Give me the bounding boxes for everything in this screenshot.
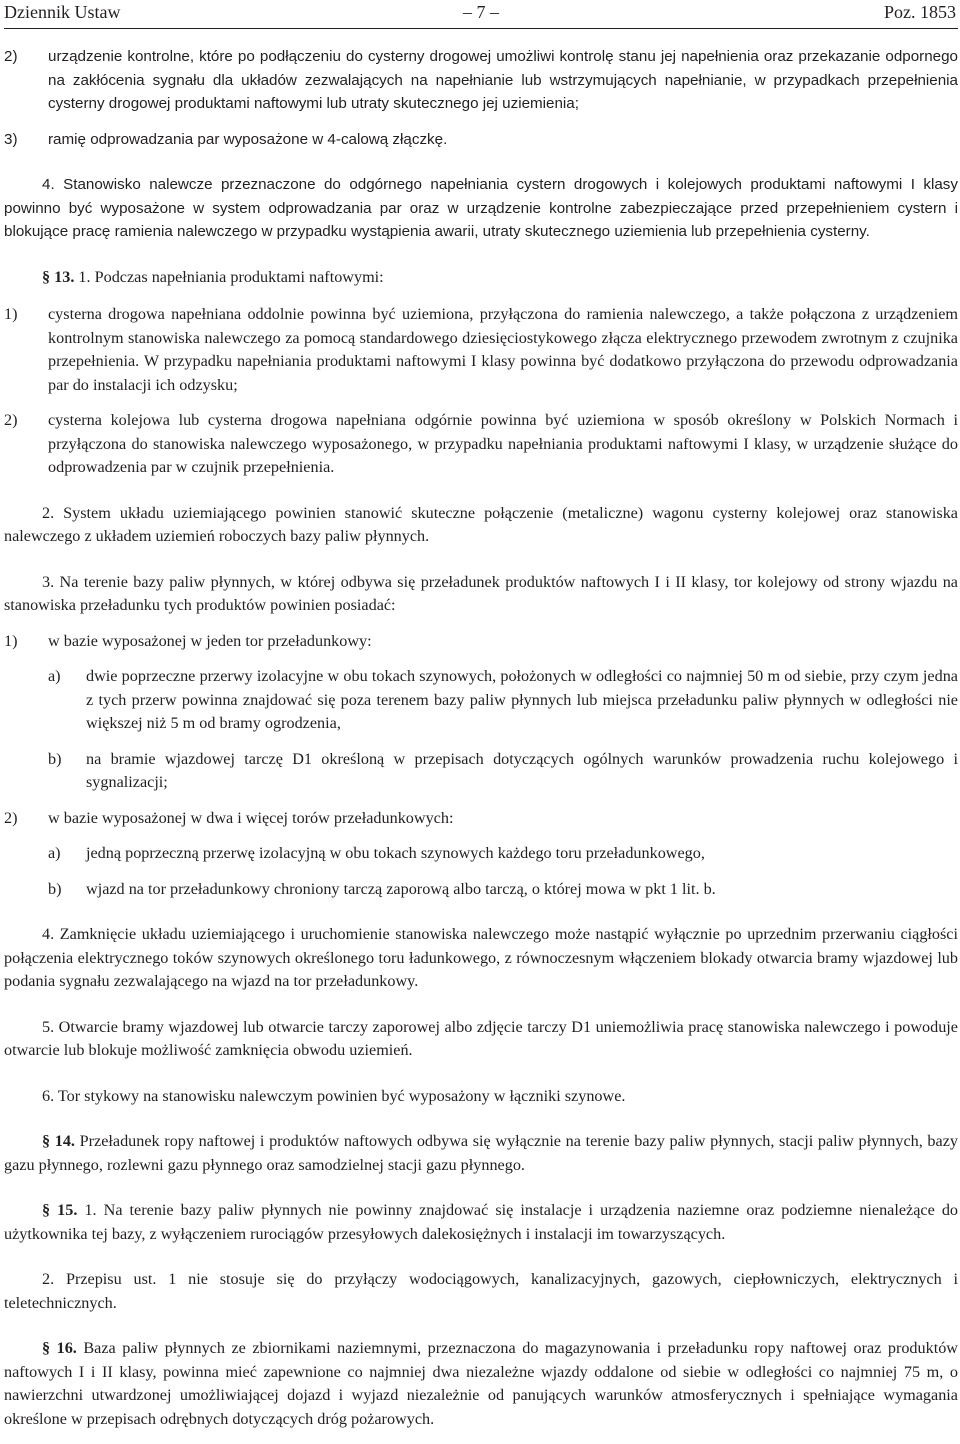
section-mark: § 15. <box>42 1201 78 1219</box>
list-item <box>4 45 958 116</box>
sub-list-text: wjazd na tor przeładunkowy chroniony tarczą zaporową albo tarczą, o której mowa w pkt 1 lit. b. <box>86 879 716 898</box>
sub-list-letter: a) <box>48 844 61 862</box>
list-text: w bazie wyposażonej w jeden tor przeładunkowy: <box>48 631 372 650</box>
sub-list-text: dwie poprzeczne przerwy izolacyjne w obu tokach szynowych, położonych w odległości co najmniej 50 m od siebie, przy czym jedna z tych przerw powinna znajdować się poza terenem bazy paliw płynnych lub miejsca przeładunku paliw płynnych w odległości nie większej niż 5 m od bramy ogrodzenia, <box>86 667 958 732</box>
document-page <box>4 0 958 1431</box>
sub-list-text: jedną poprzeczną przerwę izolacyjną w obu tokach szynowych każdego toru przeładunkowego, <box>86 844 705 862</box>
journal-title: Dziennik Ustaw <box>4 2 121 22</box>
list-number: 2) <box>4 808 18 827</box>
section-mark: § 13. <box>42 267 75 286</box>
sub-list-item <box>4 842 958 866</box>
paragraph-4: 4. Stanowisko nalewcze przeznaczone do odgórnego napełniania cystern drogowych i kolejowych produktami naftowymi I klasy powinno być wyposażone w system odprowadzania par oraz w urządzenie kontrolne zabezpieczające przed przepełnieniem cystern i blokujące pracę ramienia nalewczego w przypadku wystąpienia awarii, utraty skutecznego uziemienia lub przepełnienia cysterny. <box>4 176 958 240</box>
section-text: Baza paliw płynnych ze zbiornikami naziemnymi, przeznaczona do magazynowania i przeładunku ropy naftowej oraz produktów naftowych I i II klasy, powinna mieć zapewnione co najmniej dwa niezależne wjazdy oddalone od siebie w odległości co najmniej 75 m, o nawierzchni utwardzonej umożliwiającej dojazd i wyjazd niezależnie od panujących warunków atmosferycznych i spełniające wymagania określone w przepisach odrębnych dotyczących dróg pożarowych. <box>4 1339 958 1428</box>
section-13-paragraph-2: 2. System układu uziemiającego powinien stanowić skuteczne połączenie (metaliczne) wagonu cysterny kolejowej oraz stanowiska nalewczego z układem uziemień roboczych bazy paliw płynnych. <box>4 503 958 545</box>
section-lead-text: 1. Podczas napełniania produktami naftowymi: <box>74 267 384 286</box>
section-text: 1. Na terenie bazy paliw płynnych nie powinny znajdować się instalacje i urządzenia naziemne oraz podziemne nienależące do użytkownika tej bazy, z wyłączeniem rurociągów przesyłowych dalekosiężnych i instalacji im towarzyszących. <box>4 1201 959 1243</box>
sub-list-item <box>4 748 958 795</box>
section-15-paragraph-2: 2. Przepisu ust. 1 nie stosuje się do przyłączy wodociągowych, kanalizacyjnych, gazowych, ciepłowniczych, elektrycznych i teletechnicznych. <box>4 1270 958 1312</box>
list-text: urządzenie kontrolne, które po podłączeniu do cysterny drogowej umożliwi kontrolę stanu jej napełnienia oraz przekazanie odpornego na zakłócenia sygnału dla układów zezwalających na napełnianie lub wstrzymujących napełnianie, w przypadkach przepełnienia cysterny drogowej produktami naftowymi lub utraty skutecznego jej uziemienia; <box>48 48 958 112</box>
list-text: cysterna kolejowa lub cysterna drogowa napełniana odgórnie powinna być uziemiona w sposób określony w Polskich Normach i przyłączona do stanowiska nalewczego wyposażonego, w przypadku napełniania produktami naftowymi I klasy, w urządzenie służące do odprowadzenia par w czujnik przepełnienia. <box>48 411 958 476</box>
section-13-paragraph-4: 4. Zamknięcie układu uziemiającego i uruchomienie stanowiska nalewczego może nastąpić wyłącznie po uprzednim przerwaniu ciągłości połączenia elektrycznego toków szynowych określonego toru ładunkowego, z równoczesnym włączeniem blokady otwarcia bramy wjazdowej lub podania sygnału zezwalającego na wjazd na tor przeładunkowy. <box>4 925 958 990</box>
sub-list-letter: a) <box>48 667 61 685</box>
section-13-lead <box>4 266 958 290</box>
page-number: – 7 – <box>463 2 499 22</box>
position-number: Poz. 1853 <box>884 2 956 22</box>
document-body <box>4 45 958 1431</box>
section-text: Przeładunek ropy naftowej i produktów naftowych odbywa się wyłącznie na terenie bazy paliw płynnych, stacji paliw płynnych, bazy gazu płynnego, rozlewni gazu płynnego oraz samodzielnej stacji gazu płynnego. <box>4 1132 958 1174</box>
section-16 <box>4 1337 958 1431</box>
sub-list-letter: b) <box>48 879 62 898</box>
sub-list-text: na bramie wjazdowej tarczę D1 określoną w przepisach dotyczących ogólnych warunków prowadzenia ruchu kolejowego i sygnalizacji; <box>86 749 958 791</box>
list-number: 2) <box>4 48 18 65</box>
list-number: 3) <box>4 130 18 148</box>
list-item <box>4 303 958 397</box>
page-header <box>4 0 958 29</box>
section-mark: § 14. <box>42 1132 75 1150</box>
sub-list-item <box>4 665 958 736</box>
list-text: ramię odprowadzania par wyposażone w 4-calową złączkę. <box>48 130 448 148</box>
list-text: cysterna drogowa napełniana oddolnie powinna być uziemiona, przyłączona do ramienia nalewczego, a także połączona z urządzeniem kontrolnym stanowiska nalewczego za pomocą standardowego dziesięciostykowego złącza elektrycznego przewodem zwrotnym z czujnika przepełnienia. W przypadku napełniania produktami naftowymi I klasy powinna być dodatkowo przyłączona do przewodu odprowadzania par do instalacji ich odzysku; <box>48 305 958 394</box>
list-item <box>4 807 958 831</box>
list-item <box>4 630 958 654</box>
top-list <box>4 45 958 244</box>
section-15 <box>4 1199 958 1246</box>
section-14 <box>4 1130 958 1177</box>
list-number: 1) <box>4 631 18 650</box>
section-13-paragraph-5: 5. Otwarcie bramy wjazdowej lub otwarcie tarczy zaporowej albo zdjęcie tarczy D1 uniemożliwia pracę stanowiska nalewczego i powoduje otwarcie lub blokuje możliwość zamknięcia obwodu uziemień. <box>4 1017 958 1059</box>
list-number: 2) <box>4 411 18 429</box>
list-text: w bazie wyposażonej w dwa i więcej torów przeładunkowych: <box>48 808 454 827</box>
sub-list-item <box>4 878 958 902</box>
section-13-paragraph-6: 6. Tor stykowy na stanowisku nalewczym powinien być wyposażony w łączniki szynowe. <box>42 1086 626 1105</box>
section-mark: § 16. <box>42 1339 77 1357</box>
section-13-paragraph-3: 3. Na terenie bazy paliw płynnych, w której odbywa się przeładunek produktów naftowych I i II klasy, tor kolejowy od strony wjazdu na stanowiska przeładunku tych produktów powinien posiadać: <box>4 572 958 614</box>
list-item <box>4 128 958 152</box>
list-number: 1) <box>4 305 18 323</box>
list-item <box>4 409 958 480</box>
sub-list-letter: b) <box>48 749 62 768</box>
